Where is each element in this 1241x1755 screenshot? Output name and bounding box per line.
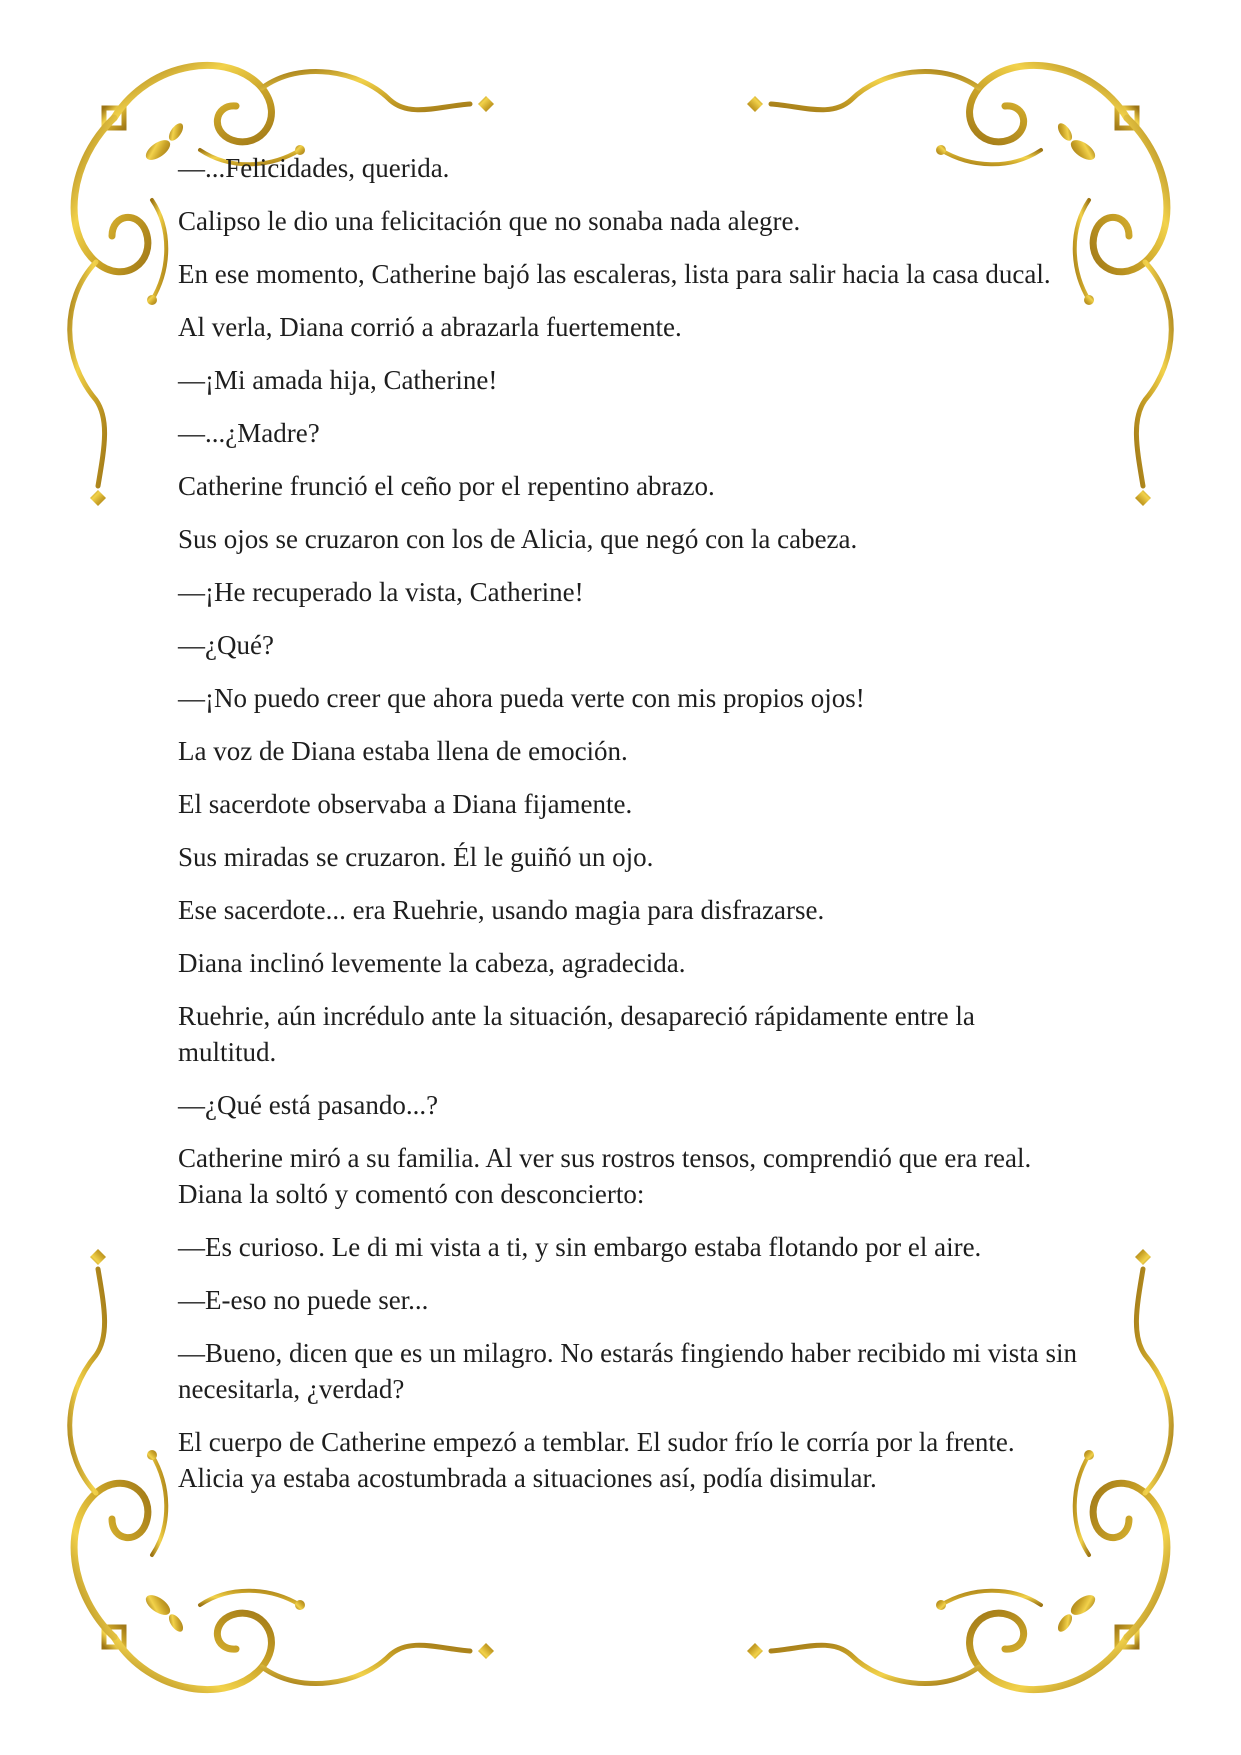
paragraph: Sus ojos se cruzaron con los de Alicia, que negó con la cabeza. [178, 524, 858, 554]
paragraph: Diana la soltó y comentó con desconcierto: [178, 1179, 645, 1209]
paragraph: Sus miradas se cruzaron. Él le guiñó un ojo. [178, 842, 654, 872]
paragraph: Al verla, Diana corrió a abrazarla fuertemente. [178, 312, 682, 342]
paragraph: Catherine frunció el ceño por el repentino abrazo. [178, 471, 715, 501]
paragraph: Alicia ya estaba acostumbrada a situaciones así, podía disimular. [178, 1463, 877, 1493]
paragraph: El sacerdote observaba a Diana fijamente. [178, 789, 633, 819]
paragraph: —¡No puedo creer que ahora pueda verte con mis propios ojos! [178, 683, 865, 713]
paragraph: Ruehrie, aún incrédulo ante la situación, desapareció rápidamente entre la multitud. [178, 1001, 975, 1067]
paragraph: —Es curioso. Le di mi vista a ti, y sin embargo estaba flotando por el aire. [178, 1232, 982, 1262]
paragraph: Catherine miró a su familia. Al ver sus rostros tensos, comprendió que era real. [178, 1143, 1032, 1173]
paragraph: —¡He recuperado la vista, Catherine! [178, 577, 584, 607]
paragraph: —¿Qué? [178, 630, 274, 660]
page-text [178, 150, 1078, 1513]
paragraph: —¿Qué está pasando...? [178, 1090, 439, 1120]
paragraph: Diana inclinó levemente la cabeza, agradecida. [178, 948, 686, 978]
paragraph: —¡Mi amada hija, Catherine! [178, 365, 498, 395]
paragraph: La voz de Diana estaba llena de emoción. [178, 736, 628, 766]
paragraph: Ese sacerdote... era Ruehrie, usando magia para disfrazarse. [178, 895, 825, 925]
paragraph: —E-eso no puede ser... [178, 1285, 429, 1315]
paragraph: —...¿Madre? [178, 418, 320, 448]
paragraph: —...Felicidades, querida. [178, 153, 450, 183]
paragraph: En ese momento, Catherine bajó las escaleras, lista para salir hacia la casa ducal. [178, 259, 1051, 289]
paragraph: El cuerpo de Catherine empezó a temblar. El sudor frío le corría por la frente. [178, 1427, 1015, 1457]
paragraph: Calipso le dio una felicitación que no sonaba nada alegre. [178, 206, 801, 236]
paragraph: —Bueno, dicen que es un milagro. No estarás fingiendo haber recibido mi vista sin necesitarla, ¿verdad? [178, 1338, 1078, 1404]
